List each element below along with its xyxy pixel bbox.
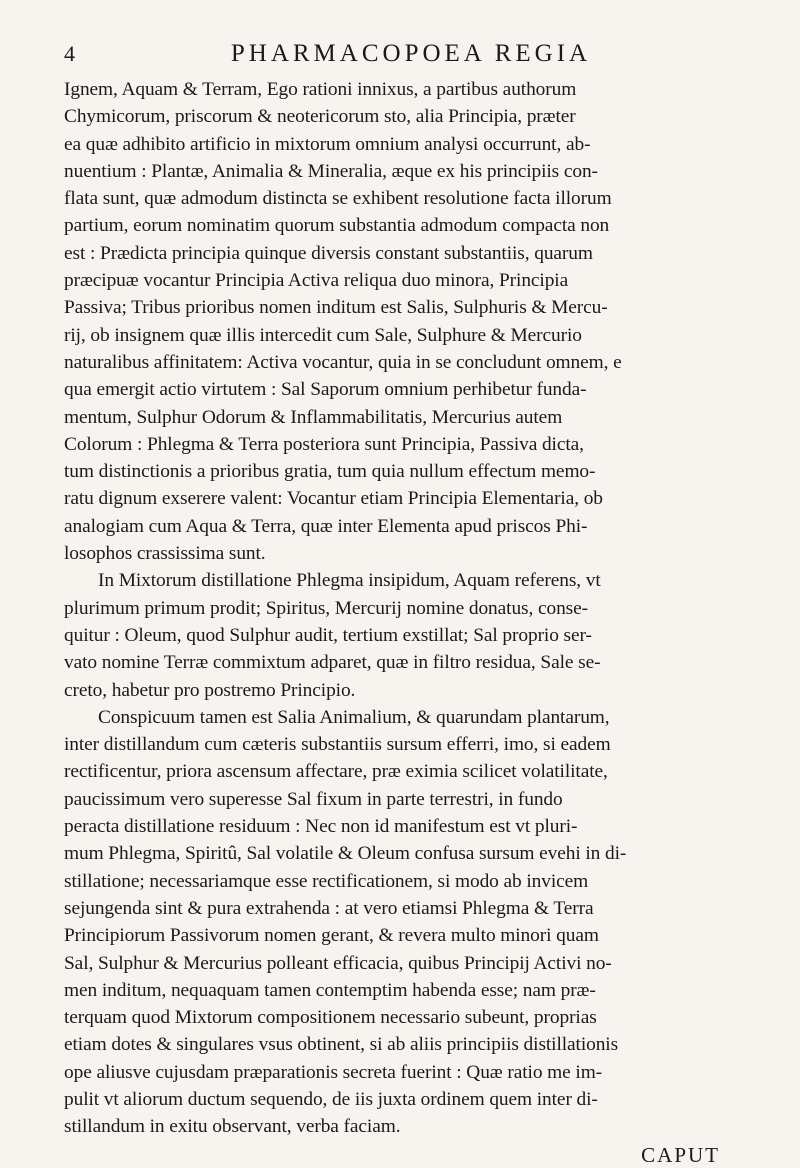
text-line: Principiorum Passivorum nomen gerant, & revera multo minori quam bbox=[64, 925, 599, 947]
text-line: rij, ob insignem quæ illis intercedit cum Sale, Sulphure & Mercurio bbox=[64, 324, 582, 346]
text-line: ea quæ adhibito artificio in mixtorum omnium analysi occurrunt, ab- bbox=[64, 133, 591, 155]
text-line: plurimum primum prodit; Spiritus, Mercurij nomine donatus, conse- bbox=[64, 597, 588, 619]
text-line: pulit vt aliorum ductum sequendo, de iis juxta ordinem quem inter di- bbox=[64, 1088, 598, 1110]
text-line: peracta distillatione residuum : Nec non id manifestum est vt pluri- bbox=[64, 816, 578, 838]
text-line: qua emergit actio virtutem : Sal Saporum omnium perhibetur funda- bbox=[64, 379, 587, 401]
text-line: Colorum : Phlegma & Terra posteriora sunt Principia, Passiva dicta, bbox=[64, 433, 584, 455]
text-line: Passiva; Tribus prioribus nomen inditum est Salis, Sulphuris & Mercu- bbox=[64, 297, 608, 319]
page-number: 4 bbox=[64, 41, 75, 66]
running-title: PHARMACOPOEA REGIA bbox=[230, 40, 592, 67]
text-line: terquam quod Mixtorum compositionem necessario subeunt, proprias bbox=[64, 1007, 597, 1029]
text-line: analogiam cum Aqua & Terra, quæ inter Elementa apud priscos Phi- bbox=[64, 515, 588, 537]
text-line: nuentium : Plantæ, Animalia & Mineralia, æque ex his principiis con- bbox=[64, 160, 598, 182]
text-line: Sal, Sulphur & Mercurius polleant efficacia, quibus Principij Activi no- bbox=[64, 952, 612, 974]
text-line: quitur : Oleum, quod Sulphur audit, tertium exstillat; Sal proprio ser- bbox=[64, 624, 592, 646]
paragraph-start-line: Conspicuum tamen est Salia Animalium, & quarundam plantarum, bbox=[98, 706, 610, 728]
text-line: losophos crassissima sunt. bbox=[64, 543, 266, 565]
catchword: CAPUT bbox=[641, 1142, 720, 1167]
text-line: vato nomine Terræ commixtum adparet, quæ in filtro residua, Sale se- bbox=[64, 652, 601, 674]
page-header bbox=[64, 40, 722, 74]
text-line: stillatione; necessariamque esse rectificationem, si modo ab invicem bbox=[64, 870, 589, 892]
text-line: mentum, Sulphur Odorum & Inflammabilitatis, Mercurius autem bbox=[64, 406, 563, 428]
text-line: Chymicorum, priscorum & neotericorum sto, alia Principia, præter bbox=[64, 106, 576, 128]
text-line: sejungenda sint & pura extrahenda : at vero etiamsi Phlegma & Terra bbox=[64, 897, 594, 919]
text-line: præcipuæ vocantur Principia Activa reliqua duo minora, Principia bbox=[64, 270, 569, 292]
text-line: partium, eorum nominatim quorum substantia admodum compacta non bbox=[64, 215, 610, 237]
text-line: paucissimum vero superesse Sal fixum in parte terrestri, in fundo bbox=[64, 788, 563, 810]
text-line: inter distillandum cum cæteris substantiis sursum efferri, imo, si eadem bbox=[64, 734, 611, 756]
text-line: mum Phlegma, Spiritû, Sal volatile & Oleum confusa sursum evehi in di- bbox=[64, 843, 627, 865]
text-line: etiam dotes & singulares vsus obtinent, si ab aliis principiis distillationis bbox=[64, 1034, 619, 1056]
text-line: ope aliusve cujusdam præparationis secreta fuerint : Quæ ratio me im- bbox=[64, 1061, 603, 1083]
text-line: rectificentur, priora ascensum affectare, præ eximia scilicet volatilitate, bbox=[64, 761, 608, 783]
text-line: tum distinctionis a prioribus gratia, tum quia nullum effectum memo- bbox=[64, 461, 596, 483]
paragraph-start-line: In Mixtorum distillatione Phlegma insipidum, Aquam referens, vt bbox=[98, 570, 601, 592]
text-line: creto, habetur pro postremo Principio. bbox=[64, 679, 356, 701]
text-line: ratu dignum exserere valent: Vocantur etiam Principia Elementaria, ob bbox=[64, 488, 603, 510]
text-line: men inditum, nequaquam tamen contemptim habenda esse; nam præ- bbox=[64, 979, 596, 1001]
text-line: flata sunt, quæ admodum distincta se exhibent resolutione facta illorum bbox=[64, 188, 612, 210]
text-line: Ignem, Aquam & Terram, Ego rationi innixus, a partibus authorum bbox=[64, 79, 577, 100]
text-line: stillandum in exitu observant, verba faciam. bbox=[64, 1116, 401, 1138]
text-line: naturalibus affinitatem: Activa vocantur, quia in se concludunt omnem, e bbox=[64, 351, 622, 373]
text-line: est : Prædicta principia quinque diversis constant substantiis, quarum bbox=[64, 242, 593, 264]
body-text bbox=[64, 76, 722, 1141]
